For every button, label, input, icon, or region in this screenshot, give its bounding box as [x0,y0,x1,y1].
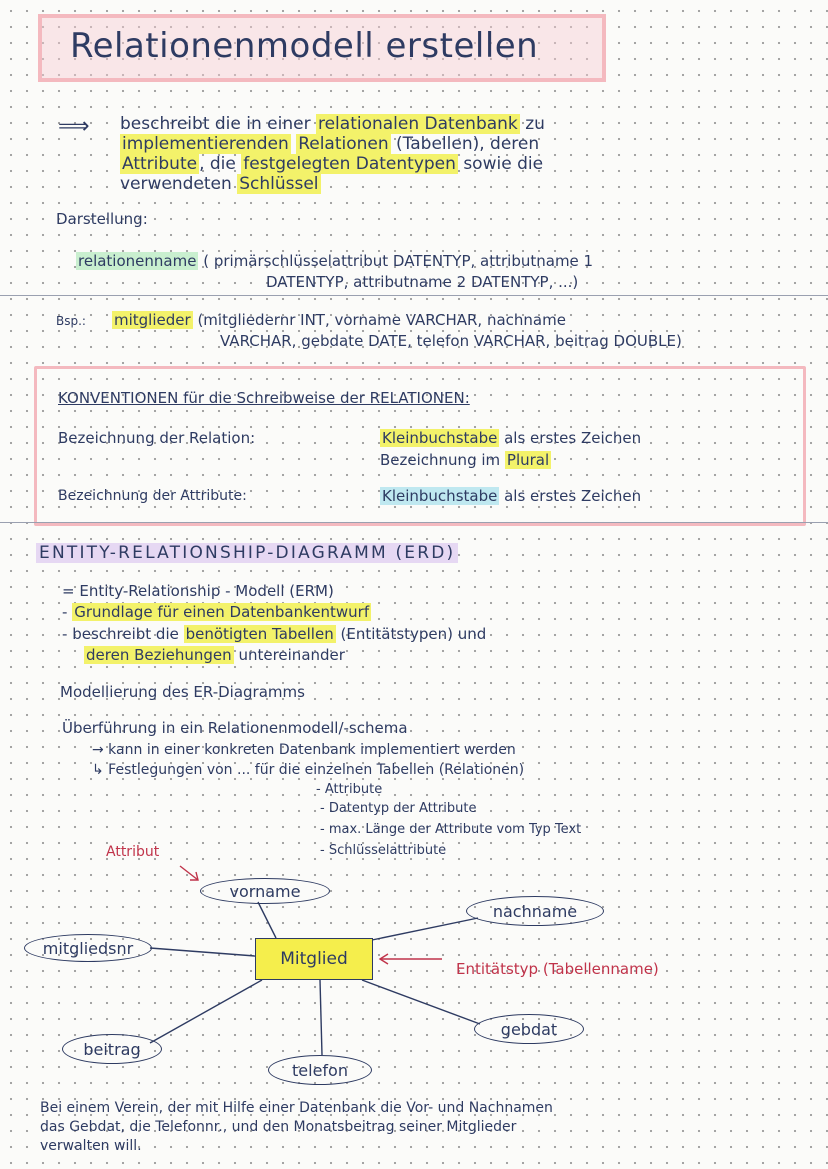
beispiel-label: Bsp.: [56,314,86,328]
attribute-nachname: nachname [466,896,604,926]
entity-mitglied: Mitglied [255,938,373,980]
modellierung-sub-4: - Schlüsselattribute [320,843,447,858]
darstellung-label: Darstellung: [56,210,148,228]
footer-line-1: Bei einem Verein, der mit Hilfe einer Datenbank die Vor- und Nachnamen [40,1100,553,1116]
conventions-row-2-value: Kleinbuchstabe als erstes Zeichen [382,487,642,505]
attribute-telefon: telefon [268,1055,372,1085]
attribute-vorname: vorname [200,878,330,904]
modellierung-line-3: → kann in einer konkreten Datenbank implementiert werden [92,742,516,758]
modellierung-line-2: Überführung in ein Relationenmodell/-schema [62,719,408,737]
intro-line-2: implementierenden Relationen (Tabellen), deren [122,134,540,154]
conventions-row-1-value: Kleinbuchstabe als erstes Zeichen [382,429,642,447]
modellierung-line-1: Modellierung des ER-Diagramms [60,683,305,701]
attribute-mitgliedsnr: mitgliedsnr [24,934,152,962]
attribute-beitrag: beitrag [62,1034,162,1064]
erd-bullet-2: - Grundlage für einen Datenbankentwurf [62,603,370,621]
beispiel-line-1: mitglieder (mitgliedernr INT, vorname VARCHAR, nachname [114,311,566,329]
conventions-heading: KONVENTIONEN für die Schreibweise der RELATIONEN: [58,389,470,407]
conventions-row-1-value-2: Bezeichnung im Plural [380,451,550,469]
erd-bullet-1: = Entity-Relationship - Modell (ERM) [62,582,334,600]
modellierung-sub-3: - max. Länge der Attribute vom Typ Text [320,822,582,837]
modellierung-line-4: ↳ Festlegungen von ... für die einzelnen Tabellen (Relationen) [92,762,525,778]
erd-bullet-3: - beschreibt die benötigten Tabellen (Entitätstypen) und [62,625,487,643]
intro-line-1: beschreibt die in einer relationalen Datenbank zu [120,114,545,134]
erd-bullet-4: deren Beziehungen untereinander [86,646,345,664]
conventions-row-1-label: Bezeichnung der Relation: [58,429,256,447]
attribute-annotation: Attribut [106,844,160,860]
modellierung-sub-1: - Attribute [316,782,383,797]
footer-line-2: das Gebdat, die Telefonnr., und den Monatsbeitrag seiner Mitglieder [40,1119,517,1135]
attribute-gebdat: gebdat [474,1014,584,1044]
beispiel-line-2: VARCHAR, gebdate DATE, telefon VARCHAR, beitrag DOUBLE) [220,332,682,350]
darstellung-line-2: DATENTYP, attributname 2 DATENTYP, ...) [266,273,579,291]
arrow-icon: ⟹ [58,114,90,139]
intro-line-3: Attribute , die festgelegten Datentypen sowie die [122,154,544,174]
erd-heading: ENTITY-RELATIONSHIP-DIAGRAMM (ERD) [36,543,458,563]
footer-line-3: verwalten will. [40,1138,142,1154]
entity-annotation: Entitätstyp (Tabellenname) [456,960,659,978]
conventions-row-2-label: Bezeichnung der Attribute: [58,488,247,504]
modellierung-sub-2: - Datentyp der Attribute [320,801,477,816]
darstellung-line-1: relationenname ( primärschlüsselattribut DATENTYP, attributname 1 [78,252,594,270]
intro-line-4: verwendeten Schlüssel [120,174,319,194]
page-title: Relationenmodell erstellen [70,26,539,66]
